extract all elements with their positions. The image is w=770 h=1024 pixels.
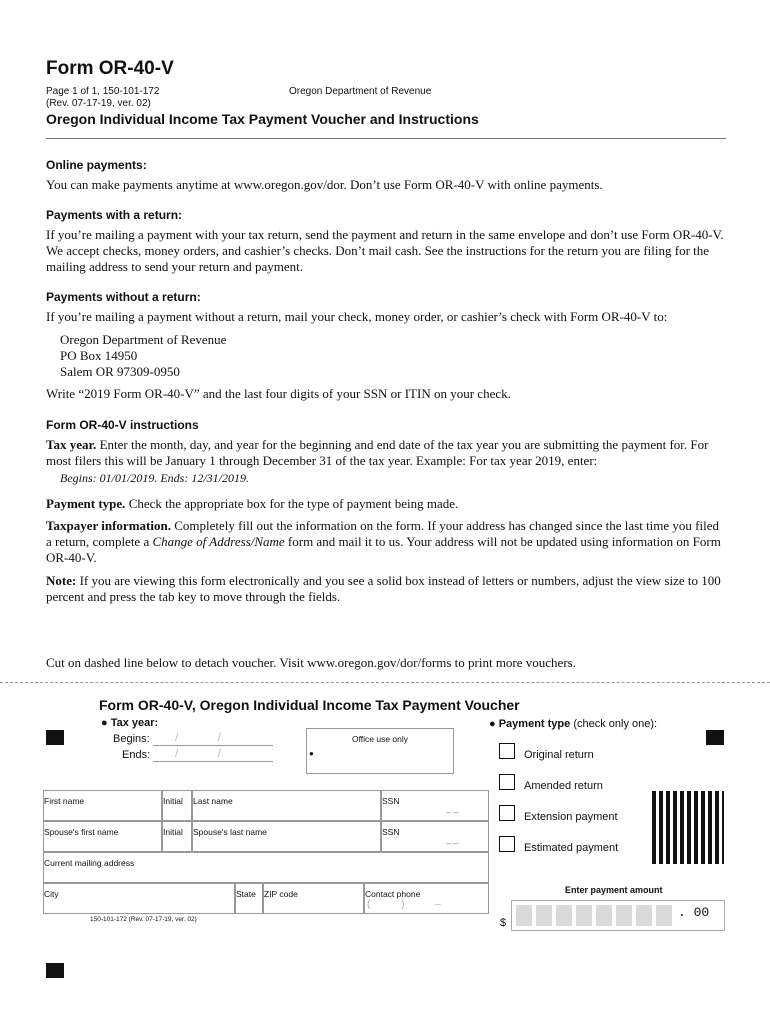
mailing-address: Oregon Department of Revenue PO Box 14950 Salem OR 97309-0950 (60, 332, 227, 379)
spouse-first-name-field[interactable]: Spouse's first name (43, 821, 162, 852)
ssn-field[interactable]: SSN – – (381, 790, 489, 821)
spouse-ssn-field[interactable]: SSN – – (381, 821, 489, 852)
registration-mark-right (706, 730, 724, 745)
contact-phone-field[interactable]: Contact phone ( ) – (364, 883, 489, 914)
extension-payment-checkbox[interactable] (499, 805, 515, 821)
header-rule (46, 138, 726, 139)
with-return-text: If you’re mailing a payment with your tax return, send the payment and return in the same envelope and don’t use Form OR-40-V. We accept checks, money orders, and cashier’s checks. Don’t mail cash. See the instructions for the return you are filing for the mailing address to send your return and payment. (46, 227, 724, 274)
dollar-sign: $ (500, 917, 507, 929)
amount-cents: . 00 (678, 905, 710, 920)
amount-digit-box (636, 905, 652, 926)
qr-code-icon (652, 791, 724, 864)
begins-date-separators: / / (175, 730, 240, 744)
voucher-title: Form OR-40-V, Oregon Individual Income Tax Payment Voucher (99, 697, 520, 713)
original-return-checkbox[interactable] (499, 743, 515, 759)
page-info: Page 1 of 1, 150-101-172 (46, 86, 160, 97)
amended-return-checkbox[interactable] (499, 774, 515, 790)
with-return-heading: Payments with a return: (46, 208, 183, 222)
amount-digit-box (596, 905, 612, 926)
taxpayer-info-grid (43, 790, 489, 914)
amount-digit-box (576, 905, 592, 926)
form-title: Form OR-40-V (46, 58, 174, 79)
ends-date-field[interactable] (153, 761, 273, 762)
amount-digit-box (616, 905, 632, 926)
write-instructions: Write “2019 Form OR-40-V” and the last four digits of your SSN or ITIN on your check. (46, 386, 511, 401)
city-field[interactable]: City (43, 883, 235, 914)
begins-label: Begins: (113, 733, 150, 745)
payment-type-label: ● Payment type (check only one): (489, 718, 658, 730)
without-return-heading: Payments without a return: (46, 290, 201, 304)
amount-digit-box (556, 905, 572, 926)
spouse-last-name-field[interactable]: Spouse's last name (192, 821, 381, 852)
taxpayer-instruction: Taxpayer information. Completely fill out the information on the form. If your address has changed since the last time you filed a return, complete a Change of Address/Name form and mail it to us. Your address will not be updated using information on Form OR-40-V. (46, 518, 721, 565)
payment-amount-label: Enter payment amount (565, 885, 663, 895)
estimated-payment-label: Estimated payment (524, 842, 619, 854)
tax-year-instruction: Tax year. Enter the month, day, and year for the beginning and end date of the tax year you are submitting the payment for. For most filers this will be January 1 through December 31 of the tax year. Example: For tax year 2019, enter: (46, 437, 709, 468)
last-name-field[interactable]: Last name (192, 790, 381, 821)
state-field[interactable]: State (235, 883, 263, 914)
amount-digit-box (516, 905, 532, 926)
extension-payment-label: Extension payment (524, 811, 618, 823)
agency-name: Oregon Department of Revenue (289, 86, 432, 97)
revision: (Rev. 07-17-19, ver. 02) (46, 98, 151, 109)
ends-label: Ends: (122, 749, 151, 761)
page-subtitle: Oregon Individual Income Tax Payment Voucher and Instructions (46, 111, 479, 127)
zip-code-field[interactable]: ZIP code (263, 883, 364, 914)
online-heading: Online payments: (46, 158, 147, 172)
payment-amount-field[interactable] (511, 900, 725, 931)
detach-line (0, 682, 770, 683)
instructions-heading: Form OR-40-V instructions (46, 418, 199, 432)
amount-digit-box (536, 905, 552, 926)
footer-code: 150-101-172 (Rev. 07-17-19, ver. 02) (90, 916, 197, 923)
payment-type-instruction: Payment type. Check the appropriate box for the type of payment being made. (46, 496, 459, 511)
spouse-initial-field[interactable]: Initial (162, 821, 192, 852)
original-return-label: Original return (524, 749, 594, 761)
registration-mark-bottom (46, 963, 64, 978)
tax-year-label: ● Tax year: (101, 717, 159, 729)
office-use-box: Office use only ● (306, 728, 454, 774)
amount-digit-box (656, 905, 672, 926)
initial-field[interactable]: Initial (162, 790, 192, 821)
ends-date-separators: / / (175, 746, 240, 760)
without-return-text: If you’re mailing a payment without a return, mail your check, money order, or cashier’s check with Form OR-40-V to: (46, 309, 668, 324)
tax-year-example: Begins: 01/01/2019. Ends: 12/31/2019. (60, 471, 249, 485)
first-name-field[interactable]: First name (43, 790, 162, 821)
mailing-address-field[interactable]: Current mailing address (43, 852, 489, 883)
cut-line-instruction: Cut on dashed line below to detach voucher. Visit www.oregon.gov/dor/forms to print more vouchers. (46, 655, 576, 670)
registration-mark-left (46, 730, 64, 745)
estimated-payment-checkbox[interactable] (499, 836, 515, 852)
note: Note: If you are viewing this form electronically and you see a solid box instead of letters or numbers, adjust the view size to 100 percent and press the tab key to move through the fields. (46, 573, 721, 604)
amended-return-label: Amended return (524, 780, 603, 792)
online-text: You can make payments anytime at www.oregon.gov/dor. Don’t use Form OR-40-V with online payments. (46, 177, 603, 192)
